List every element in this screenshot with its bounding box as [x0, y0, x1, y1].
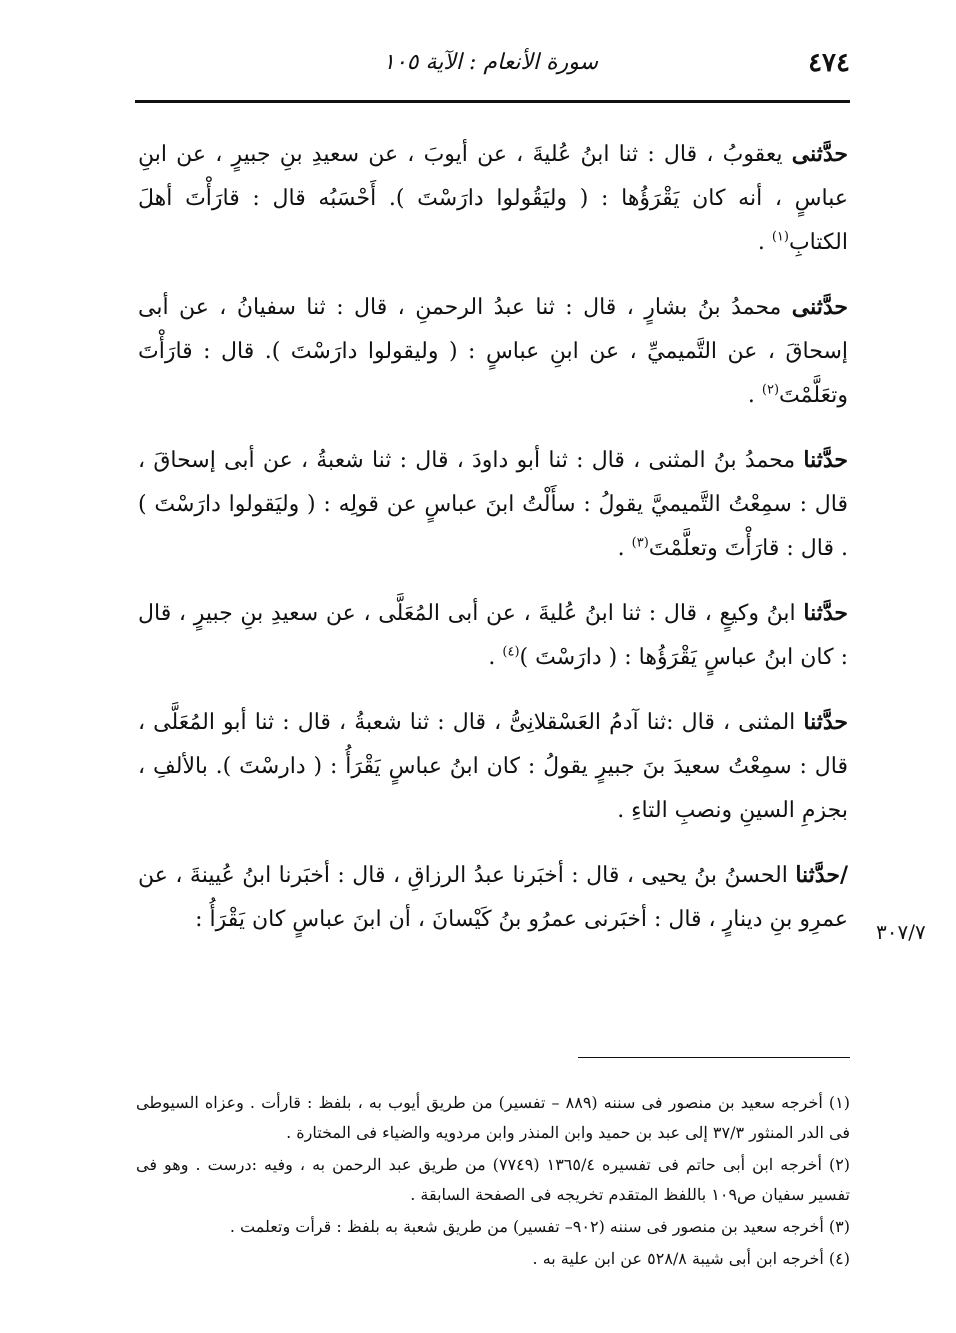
- paragraph-text: ابنُ وكيعٍ ، قال : ثنا ابنُ عُليةَ ، عن أبى المُعَلَّى ، عن سعيدِ بنِ جبيرٍ ، قال : كان ابنُ عباسٍ يَقْرَؤُها : ( دارَسْتَ ): [138, 601, 848, 670]
- paragraph-lead: حدَّثنا: [803, 447, 848, 473]
- paragraph-lead: حدَّثنا: [803, 709, 848, 735]
- paragraph-text: الحسنُ بنُ يحيى ، قال : أخبَرنا عبدُ الرزاقِ ، قال : أخبَرنا ابنُ عُيينةَ ، عن عمرِو بنِ دينارٍ ، قال : أخبَرنى عمرُو بنُ كَيْسانَ ، أن ابنَ عباسٍ كان يَقْرَأُ :: [138, 863, 848, 932]
- paragraph: [138, 438, 848, 571]
- paragraph: [138, 700, 848, 833]
- paragraph-text: محمدُ بنُ المثنى ، قال : ثنا أبو داودَ ، قال : ثنا شعبةُ ، عن أبى إسحاقَ ، قال : سمِعْتُ التَّميميَّ يقولُ : سأَلْتُ ابنَ عباسٍ عن قولِه : ( وليَقولوا دارَسْتَ ) . قال : قارَأْتَ وتعلَّمْتَ: [138, 448, 848, 561]
- header-title: سورة الأنعام : الآية ١٠٥: [383, 50, 599, 75]
- running-header: [135, 48, 850, 92]
- paragraph-tail: .: [488, 645, 503, 670]
- footnote-marker: (٤): [502, 644, 520, 660]
- footnote: (٢) أخرجه ابن أبى حاتم فى تفسيره ١٣٦٥/٤ (٧٧٤٩) من طريق عبد الرحمن به ، وفيه :درست . وهو فى تفسير سفيان ص١٠٩ باللفظ المتقدم تخريجه فى الصفحة السابقة .: [136, 1155, 851, 1204]
- footnote: (٣) أخرجه سعيد بن منصور فى سننه (٩٠٢– تفسير) من طريق شعبة به بلفظ : قرأت وتعلمت .: [229, 1217, 850, 1236]
- paragraph-text: يعقوبُ ، قال : ثنا ابنُ عُليةَ ، عن أيوبَ ، عن سعيدِ بنِ جبيرٍ ، عن ابنِ عباسٍ ، أنه كان يَقْرَؤُها : ( وليَقُولوا دارَسْتَ ). أَحْسَبُه قال : قارَأْتَ أهلَ الكتابِ: [138, 142, 848, 255]
- paragraph-tail: .: [757, 230, 772, 255]
- footnote-marker: (٣): [631, 535, 649, 551]
- paragraph-text: محمدُ بنُ بشارٍ ، قال : ثنا عبدُ الرحمنِ ، قال : ثنا سفيانُ ، عن أبى إسحاقَ ، عن التَّميميِّ ، عن ابنِ عباسٍ : ( وليقولوا دارَسْتَ ). قال : قارَأْتَ وتعَلَّمْتَ: [138, 295, 848, 408]
- footnotes: [136, 1088, 850, 1276]
- paragraph-lead: حدَّثنى: [791, 294, 848, 320]
- footnote-marker: (٢): [761, 382, 780, 398]
- main-text: [138, 132, 848, 962]
- margin-reference: ٣٠٧/٧: [876, 920, 926, 944]
- paragraph-lead: حدَّثنى: [791, 141, 848, 167]
- page-number: ٤٧٤: [808, 48, 850, 78]
- paragraph: [138, 132, 848, 265]
- footnote: (١) أخرجه سعيد بن منصور فى سننه (٨٨٩ – تفسير) من طريق أيوب به ، بلفظ : قارأت . وعزاه السيوطى فى الدر المنثور ٣٧/٣ إلى عبد بن حميد وابن المنذر وابن مردويه والضياء فى المختارة .: [136, 1093, 851, 1142]
- paragraph-tail: .: [617, 536, 632, 561]
- paragraph-tail: .: [747, 383, 762, 408]
- footnote-rule: [578, 1057, 850, 1058]
- paragraph-text: المثنى ، قال :ثنا آدمُ العَسْقلانِىُّ ، قال : ثنا شعبةُ ، قال : ثنا أبو المُعَلَّى ، قال : سمِعْتُ سعيدَ بنَ جبيرٍ يقولُ : كان ابنُ عباسٍ يَقْرَأُ : ( دارسْتَ ). بالألفِ ، بجزمِ السينِ ونصبِ التاءِ .: [138, 710, 848, 823]
- paragraph-lead: /حدَّثنا: [795, 862, 848, 888]
- paragraph-lead: حدَّثنا: [803, 600, 848, 626]
- footnote-marker: (١): [771, 229, 789, 245]
- header-rule: [135, 100, 850, 103]
- paragraph: [138, 285, 848, 418]
- footnote: (٤) أخرجه ابن أبى شيبة ٥٢٨/٨ عن ابن علية به .: [532, 1249, 850, 1268]
- paragraph: [138, 591, 848, 680]
- paragraph: [138, 853, 848, 942]
